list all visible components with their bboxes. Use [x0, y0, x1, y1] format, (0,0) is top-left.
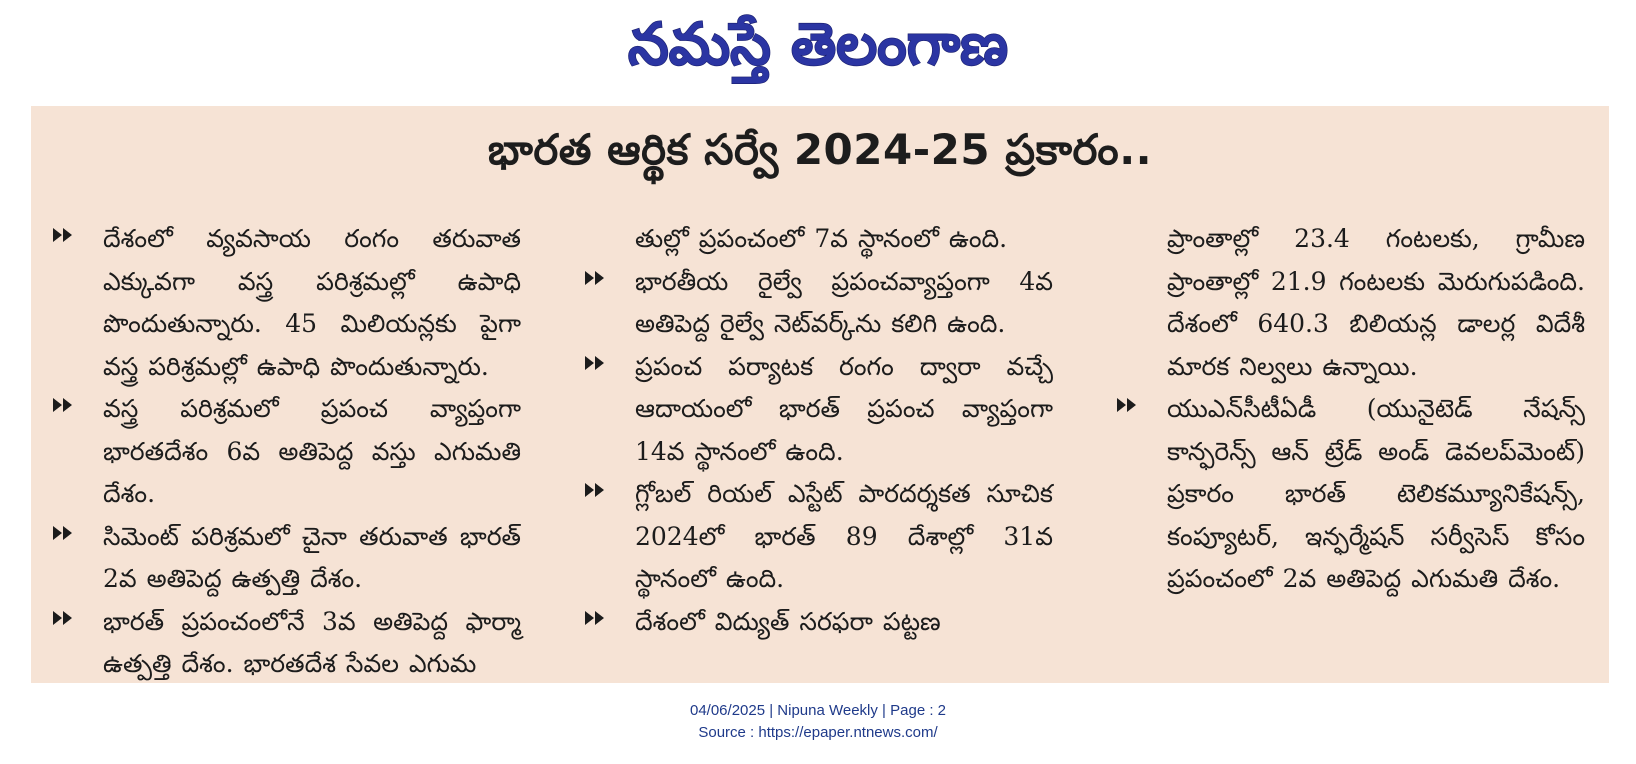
double-arrow-bullet-icon	[583, 479, 609, 501]
double-arrow-bullet-icon	[583, 267, 609, 289]
list-item-text: భారతీయ రైల్వే ప్రపంచవ్యాప్తంగా 4వ అతిపెద్ద రైల్వే నెట్‌వర్క్‌ను కలిగి ఉంది.	[635, 266, 1053, 338]
list-item	[51, 388, 521, 516]
list-item	[583, 473, 1053, 601]
list-item	[583, 346, 1053, 474]
list-item	[1115, 388, 1585, 601]
double-arrow-bullet-icon	[583, 607, 609, 629]
list-item-text: వస్త్ర పరిశ్రమలో ప్రపంచ వ్యాప్తంగా భారతదేశం 6వ అతిపెద్ద వస్తు ఎగుమతి దేశం.	[103, 394, 521, 508]
article-panel	[31, 106, 1609, 683]
masthead-logo	[558, 2, 1078, 92]
list-item-text: యుఎన్‌సీటీఏడీ (యునైటెడ్ నేషన్స్ కాన్ఫరెన్స్ ఆన్ ట్రేడ్ అండ్ డెవలప్‌మెంట్) ప్రకారం భారత్ టెలికమ్యూనికేషన్స్, కంప్యూటర్, ఇన్ఫర్మేషన్ సర్వీసెస్ కోసం ప్రపంచంలో 2వ అతిపెద్ద ఎగుమతి దేశం.	[1167, 394, 1585, 593]
list-item-text: దేశంలో విద్యుత్ సరఫరా పట్టణ	[635, 606, 941, 636]
double-arrow-bullet-icon	[51, 394, 77, 416]
list-item	[51, 218, 521, 388]
double-arrow-bullet-icon	[1115, 394, 1141, 416]
masthead	[0, 2, 1636, 94]
continuation-text-body: తుల్లో ప్రపంచంలో 7వ స్థానంలో ఉంది.	[635, 224, 1008, 253]
column-1	[51, 218, 521, 686]
masthead-title: నమస్తే తెలంగాణ	[628, 10, 1008, 78]
list-item	[51, 601, 521, 686]
list-item-text: గ్లోబల్ రియల్ ఎస్టేట్ పారదర్శకత సూచిక 2024లో భారత్ 89 దేశాల్లో 31వ స్థానంలో ఉంది.	[635, 479, 1053, 593]
column-3	[1115, 218, 1585, 601]
double-arrow-bullet-icon	[583, 352, 609, 374]
column-2	[583, 218, 1053, 643]
list-item-text: దేశంలో వ్యవసాయ రంగం తరువాత ఎక్కువగా వస్త్ర పరిశ్రమల్లో ఉపాధి పొందుతున్నారు. 45 మిలియన్లకు పైగా వస్త్ర పరిశ్రమల్లో ఉపాధి పొందుతున్నారు.	[103, 224, 521, 381]
double-arrow-bullet-icon	[51, 224, 77, 246]
footer-date-line: 04/06/2025 | Nipuna Weekly | Page : 2	[689, 702, 947, 719]
list-item	[583, 261, 1053, 346]
page-footer	[0, 700, 1636, 744]
double-arrow-bullet-icon	[51, 607, 77, 629]
list-item-text: ప్రపంచ పర్యాటక రంగం ద్వారా వచ్చే ఆదాయంలో భారత్ ప్రపంచ వ్యాప్తంగా 14వ స్థానంలో ఉంది.	[635, 351, 1053, 466]
list-item-text: భారత్ ప్రపంచంలోనే 3వ అతిపెద్ద ఫార్మా ఉత్పత్తి దేశం. భారతదేశ సేవల ఎగుమ	[103, 606, 521, 678]
double-arrow-bullet-icon	[51, 522, 77, 544]
continuation-text-body: ప్రాంతాల్లో 23.4 గంటలకు, గ్రామీణ ప్రాంతాల్లో 21.9 గంటలకు మెరుగుపడింది. దేశంలో 640.3 బిలియన్ల డాలర్ల విదేశీ మారక నిల్వలు ఉన్నాయి.	[1167, 224, 1585, 381]
list-item	[583, 601, 1053, 644]
footer-source-link[interactable]: Source : https://epaper.ntnews.com/	[698, 724, 938, 741]
article-headline: భారత ఆర్థిక సర్వే 2024-25 ప్రకారం..	[487, 125, 1153, 174]
list-item	[51, 516, 521, 601]
continuation-text	[583, 218, 1053, 261]
list-item-text: సిమెంట్ పరిశ్రమలో చైనా తరువాత భారత్ 2వ అతిపెద్ద ఉత్పత్తి దేశం.	[103, 521, 521, 593]
continuation-text	[1115, 218, 1585, 388]
